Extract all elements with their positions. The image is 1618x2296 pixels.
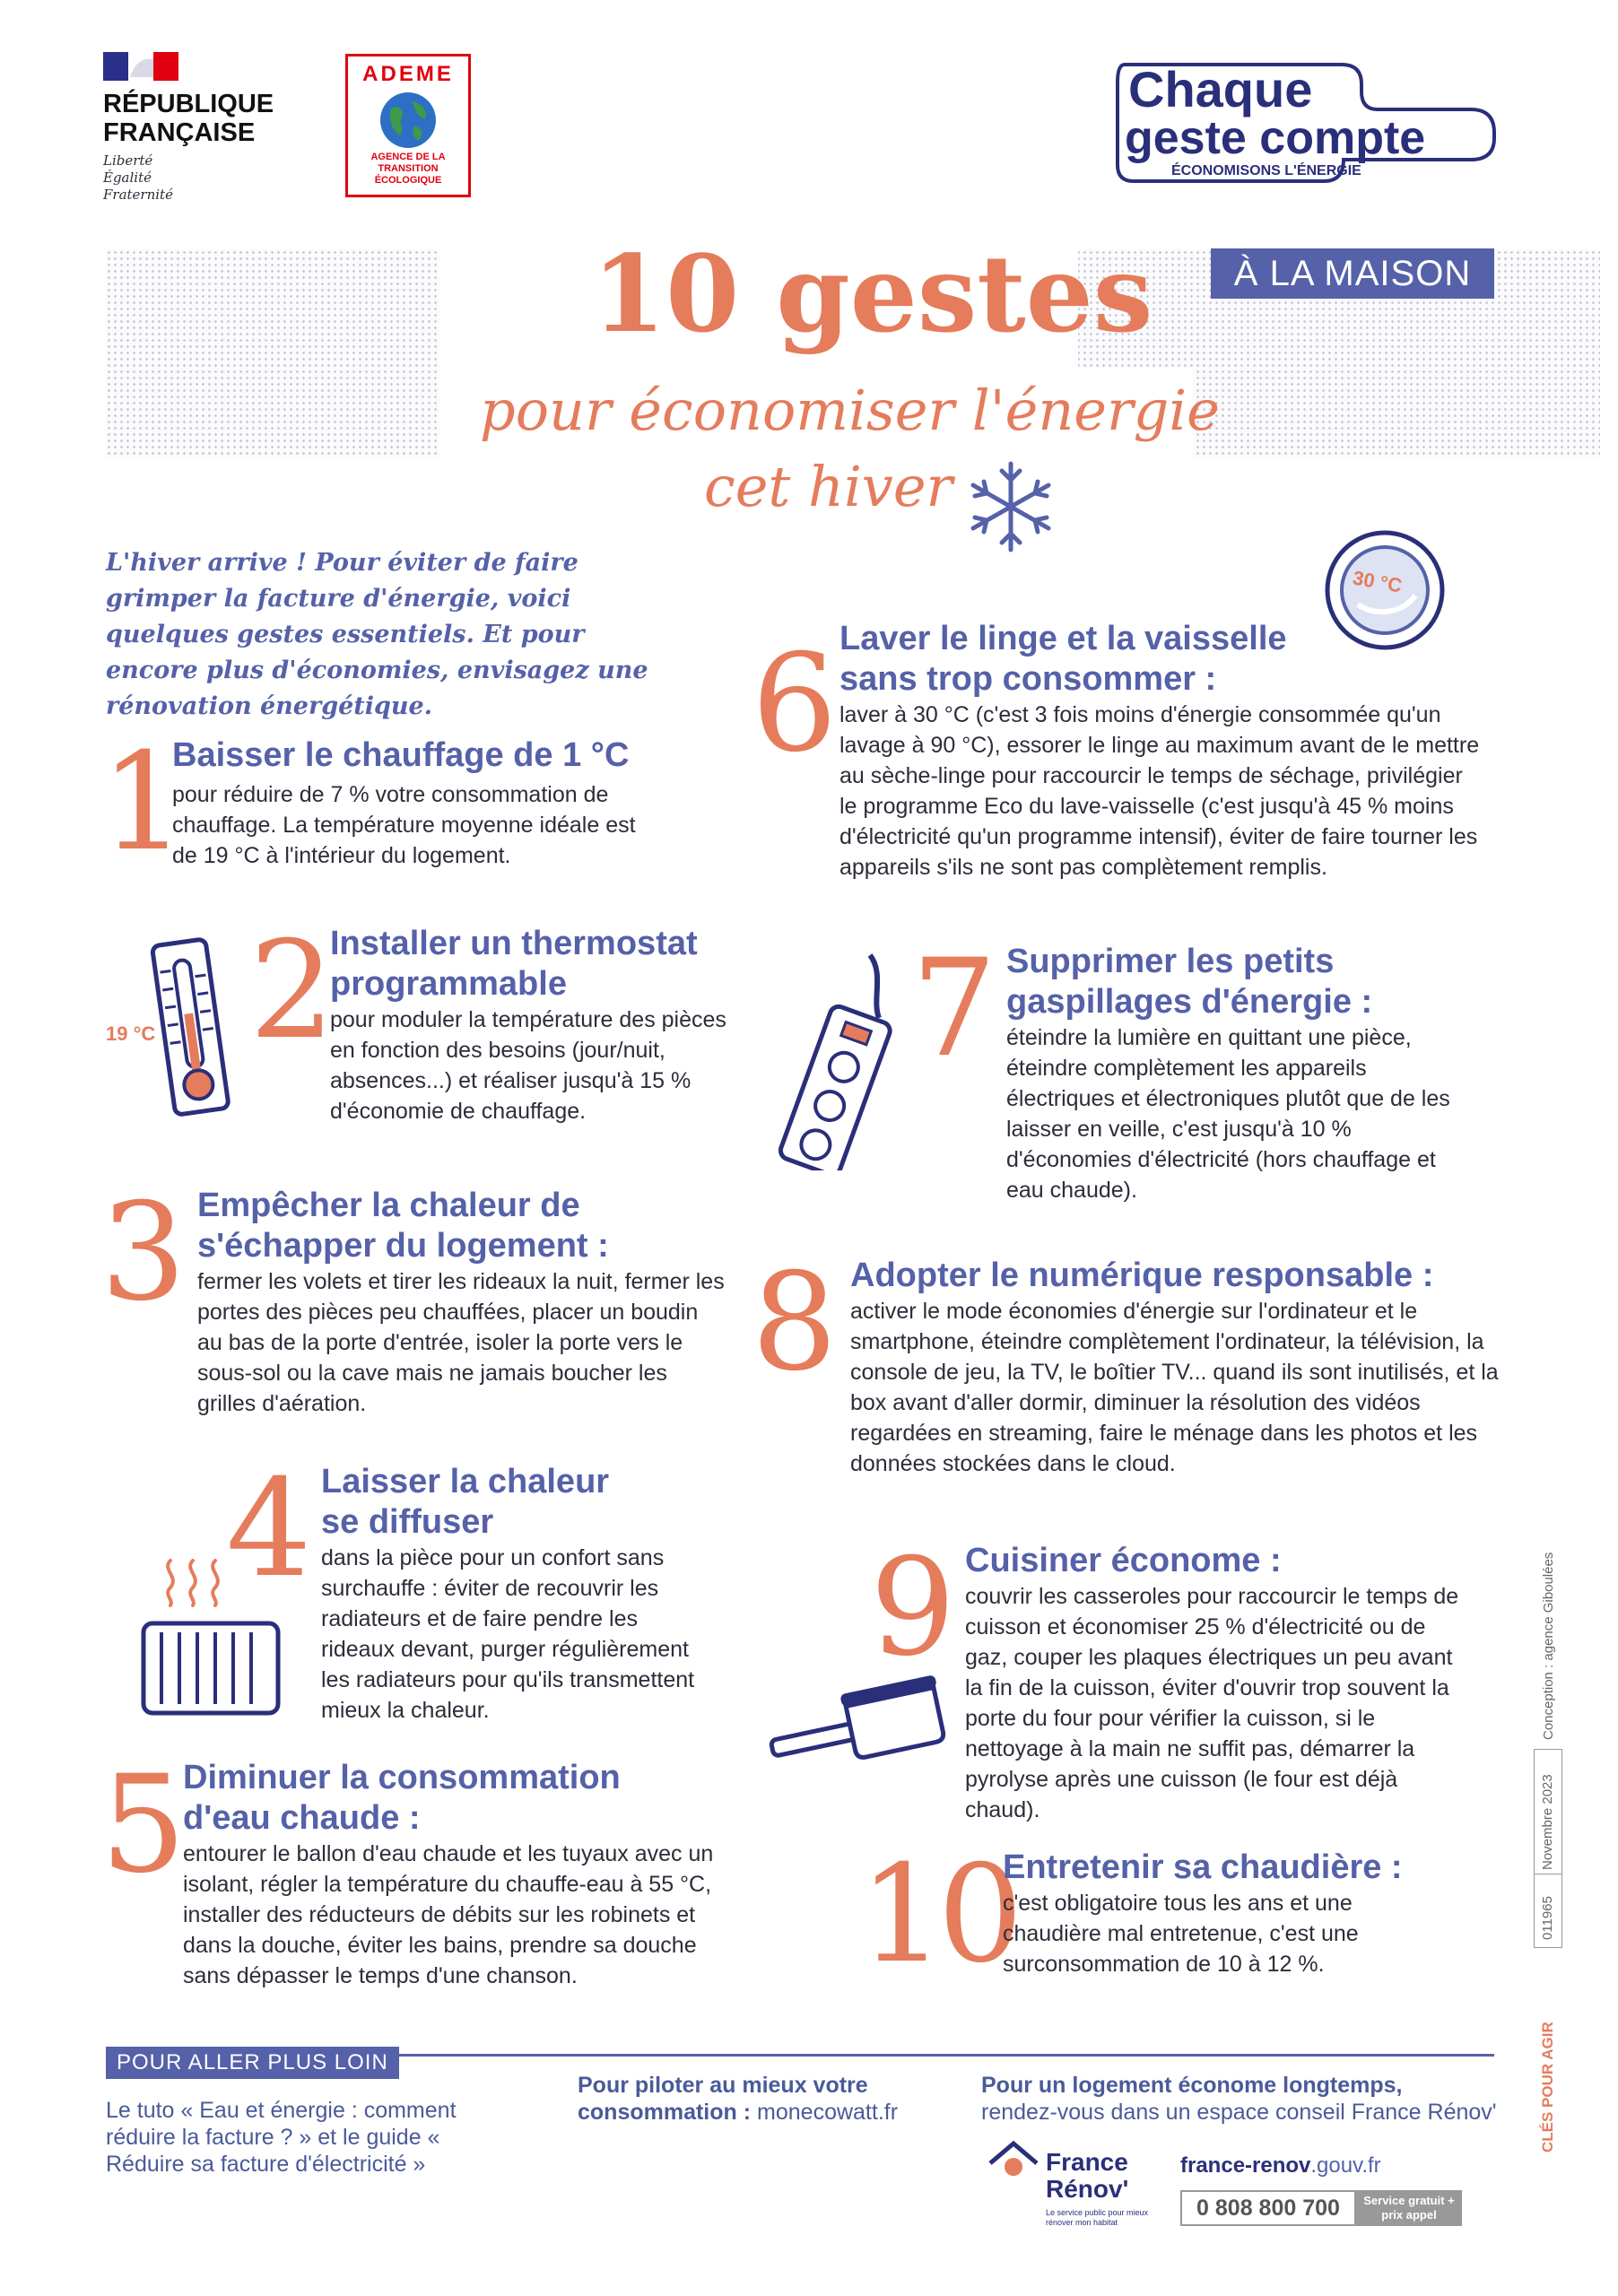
gesture-text: c'est obligatoire tous les ans et une chaudière mal entretenue, c'est une surconsommation de 10 à 12 %. bbox=[1003, 1891, 1359, 1977]
republique-francaise-logo bbox=[103, 52, 300, 209]
footer-col3-bold: Pour un logement économe longtemps, bbox=[981, 2073, 1403, 2098]
globe-icon bbox=[378, 91, 438, 150]
hero-title-line3: cet hiver bbox=[704, 454, 953, 519]
footer-col1: Le tuto « Eau et énergie : comment réduire la facture ? » et le guide « Réduire sa facture d'électricité » bbox=[106, 2098, 457, 2177]
footer-col2 bbox=[578, 2072, 936, 2126]
fr-name1: France bbox=[1046, 2148, 1128, 2176]
washer-label: 30 °C bbox=[1351, 566, 1405, 597]
france-renov-site[interactable] bbox=[1180, 2152, 1381, 2179]
power-strip-icon bbox=[771, 946, 897, 1170]
monecowatt-link[interactable]: monecowatt.fr bbox=[757, 2100, 899, 2125]
gesture-title: Adopter le numérique responsable : bbox=[850, 1257, 1434, 1294]
gesture-title: Empêcher la chaleur de s'échapper du logement : bbox=[197, 1187, 609, 1265]
ademe-sub-2: TRANSITION bbox=[378, 163, 439, 174]
gesture-title: Baisser le chauffage de 1 °C bbox=[172, 736, 630, 774]
hero-title-big: 10 gestes bbox=[592, 231, 1153, 356]
france-renov-logo bbox=[987, 2140, 1166, 2257]
gesture-text: couvrir les casseroles pour raccourcir le temps de cuisson et économiser 25 % d'électricité ou de gaz, couper les plaques électriques un peu avant la fin de la cuisson, éviter d'ouvrir trop souvent la porte du four pour vérifier la cuisson, si le nettoyage à la main ne suffit pas, démarrer la pyrolyse après une cuisson (le four est déjà chaud). bbox=[965, 1584, 1459, 1822]
sidebar-ref: 011965 bbox=[1540, 1896, 1555, 1940]
gesture-text: entourer le ballon d'eau chaude et les tuyaux avec un isolant, régler la température du chauffe-eau à 55 °C, installer des réducteurs de débits sur les robinets et dans la douche, éviter les bains, prendre sa douche sans dépasser le temps d'une chanson. bbox=[183, 1841, 714, 1988]
gesture-title: Installer un thermostat programmable bbox=[330, 925, 698, 1003]
gesture-text: fermer les volets et tirer les rideaux la nuit, fermer les portes des pièces peu chauffées, placer un boudin au bas de la porte d'entrée, isoler la porte vers le sous-sol ou la cave mais ne jamais boucher les grilles d'aération. bbox=[197, 1269, 725, 1416]
gesture-title: Entretenir sa chaudière : bbox=[1003, 1848, 1403, 1886]
gesture-text: éteindre la lumière en quittant une pièce, éteindre complètement les appareils électriques et électroniques plutôt que de les laisser en veille, c'est jusqu'à 10 % d'économies d'électricité (hors chauffage et eau chaude). bbox=[1006, 1025, 1450, 1203]
gesture-title: Cuisiner économe : bbox=[965, 1542, 1282, 1579]
gesture-number: 7 bbox=[911, 931, 997, 1087]
cgc-line2: geste compte bbox=[1125, 112, 1426, 164]
gesture-number: 1 bbox=[100, 725, 187, 881]
gesture-title: Diminuer la consommation d'eau chaude : bbox=[183, 1759, 621, 1837]
sidebar-date: Novembre 2023 bbox=[1540, 1774, 1555, 1870]
gesture-number: 4 bbox=[226, 1451, 312, 1607]
footer-col3 bbox=[981, 2072, 1519, 2126]
section-badge: À LA MAISON bbox=[1211, 248, 1494, 299]
footer-col3-text: rendez-vous dans un espace conseil France Rénov' bbox=[981, 2100, 1497, 2125]
snowflake-icon bbox=[961, 457, 1060, 556]
phone-box[interactable] bbox=[1180, 2190, 1356, 2226]
ademe-logo bbox=[345, 54, 471, 197]
gesture-number: 3 bbox=[100, 1175, 187, 1331]
site-bold: france-renov bbox=[1180, 2153, 1311, 2178]
thermometer-label: 19 °C bbox=[106, 1022, 156, 1045]
marianne-flag-icon bbox=[103, 52, 178, 81]
gesture-number: 10 bbox=[859, 1837, 1016, 1993]
fr-name2: Rénov' bbox=[1046, 2175, 1129, 2203]
gesture-title: Supprimer les petits gaspillages d'énergie : bbox=[1006, 943, 1373, 1021]
phone-note: Service gratuit + prix appel bbox=[1356, 2190, 1462, 2226]
rf-motto-3: Fraternité bbox=[103, 187, 173, 203]
ademe-sub-3: ÉCOLOGIQUE bbox=[374, 175, 442, 186]
house-icon bbox=[987, 2140, 1040, 2185]
chaque-geste-compte-logo bbox=[1109, 56, 1503, 190]
cgc-sub: ÉCONOMISONS L'ÉNERGIE bbox=[1171, 163, 1361, 178]
cgc-line1: Chaque bbox=[1128, 61, 1313, 117]
gesture-number: 6 bbox=[752, 626, 838, 782]
phone-number: 0 808 800 700 bbox=[1196, 2196, 1340, 2221]
footer-section-label: POUR ALLER PLUS LOIN bbox=[106, 2047, 399, 2079]
site-rest: .gouv.fr bbox=[1310, 2153, 1381, 2178]
ademe-sub-1: AGENCE DE LA bbox=[370, 152, 446, 162]
rf-name-line2: FRANÇAISE bbox=[103, 118, 256, 147]
brand-text: CLÉS POUR AGIR bbox=[1539, 2022, 1556, 2152]
rf-motto-1: Liberté bbox=[103, 152, 153, 169]
gesture-number: 9 bbox=[870, 1530, 956, 1686]
gesture-text: dans la pièce pour un confort sans surchauffe : éviter de recouvrir les radiateurs et de faire pendre les rideaux devant, purger régulièrement les radiateurs pour qu'ils transmettent mieux la chaleur. bbox=[321, 1545, 695, 1723]
gesture-text: pour moduler la température des pièces en fonction des besoins (jour/nuit, absences...) et réaliser jusqu'à 15 % d'économie de chauffage. bbox=[330, 1007, 726, 1124]
hero-title-line2: pour économiser l'énergie bbox=[480, 378, 1220, 443]
rf-name-line1: RÉPUBLIQUE bbox=[103, 90, 274, 118]
gesture-number: 8 bbox=[752, 1245, 838, 1401]
ademe-name: ADEME bbox=[362, 62, 454, 86]
hero-pattern-left bbox=[106, 249, 447, 457]
rf-motto-2: Égalité bbox=[103, 170, 152, 186]
gesture-title: Laisser la chaleur se diffuser bbox=[321, 1463, 610, 1541]
credit-text: Conception : agence Giboulées bbox=[1541, 1552, 1556, 1740]
fr-tagline: Le service public pour mieux rénover mon habitat bbox=[1046, 2208, 1149, 2227]
intro-text: L'hiver arrive ! Pour éviter de faire grimper la facture d'énergie, voici quelques gestes essentiels. Et pour encore plus d'économies, envisagez une rénovation énergétique. bbox=[106, 549, 648, 720]
thermometer-icon bbox=[142, 933, 240, 1130]
sidebar-ref-box bbox=[1534, 1749, 1562, 1948]
gesture-number: 2 bbox=[249, 913, 335, 1069]
gesture-title: Laver le linge et la vaisselle sans trop consommer : bbox=[839, 620, 1287, 698]
footer-col2-bold: Pour piloter au mieux votre consommation : bbox=[578, 2073, 868, 2125]
gesture-text: activer le mode économies d'énergie sur l'ordinateur et le smartphone, éteindre complètement l'ordinateur, la télévision, la console de jeu, la TV, le boîtier TV... quand ils sont inutilisés, et la box avant d'aller dormir, diminuer la résolution des vidéos regardées en streaming, faire le ménage dans les photos et les données stockées dans le cloud. bbox=[850, 1299, 1499, 1476]
gesture-number: 5 bbox=[100, 1747, 187, 1903]
gesture-text: pour réduire de 7 % votre consommation de chauffage. La température moyenne idéale est de 19 °C à l'intérieur du logement. bbox=[172, 782, 636, 868]
gesture-text: laver à 30 °C (c'est 3 fois moins d'énergie consommée qu'un lavage à 90 °C), essorer le linge au maximum avant de le mettre au sèche-linge pour raccourcir le temps de séchage, privilégier le programme Eco du lave-vaisselle (c'est jusqu'à 45 % moins d'électricité qu'un programme intensif), éviter de faire tourner les appareils s'ils ne sont pas complètement remplis. bbox=[839, 702, 1480, 880]
